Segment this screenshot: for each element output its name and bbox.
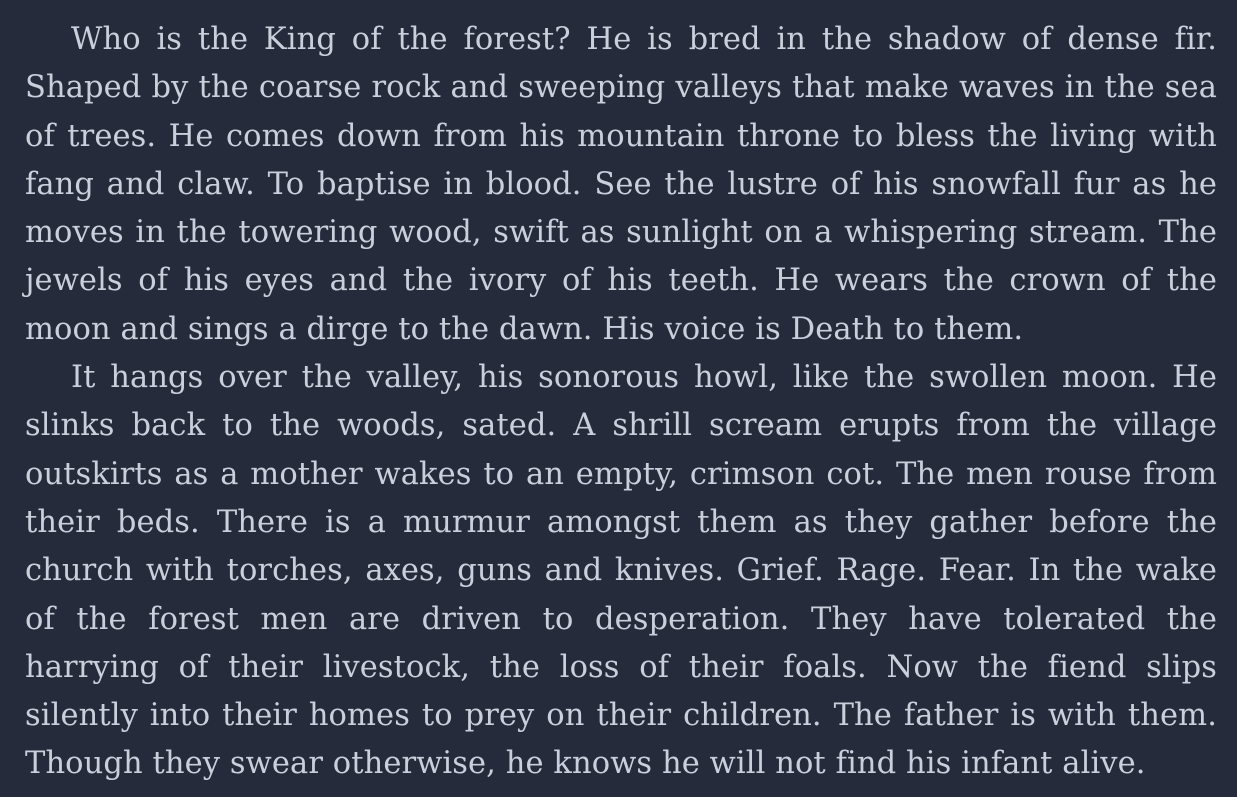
paragraph-1: Who is the King of the forest? He is bred in the shadow of dense fir. Shaped by the coarse rock and sweeping valleys that make waves in the sea of trees. He comes down from his mountain throne to bless the living with fang and claw. To baptise in blood. See the lustre of his snowfall fur as he moves in the towering wood, swift as sunlight on a whispering stream. The jewels of his eyes and the ivory of his teeth. He wears the crown of the moon and sings a dirge to the dawn. His voice is Death to them. <box>25 22 1217 347</box>
paragraph-2: It hangs over the valley, his sonorous howl, like the swollen moon. He slinks back to the woods, sated. A shrill scream erupts from the village outskirts as a mother wakes to an empty, crimson cot. The men rouse from their beds. There is a murmur amongst them as they gather before the church with torches, axes, guns and knives. Grief. Rage. Fear. In the wake of the forest men are driven to desperation. They have tolerated the harrying of their livestock, the loss of their foals. Now the fiend slips silently into their homes to prey on their children. The father is with them. Though they swear otherwise, he knows he will not find his infant alive. <box>25 360 1217 782</box>
document-body <box>25 16 1217 789</box>
